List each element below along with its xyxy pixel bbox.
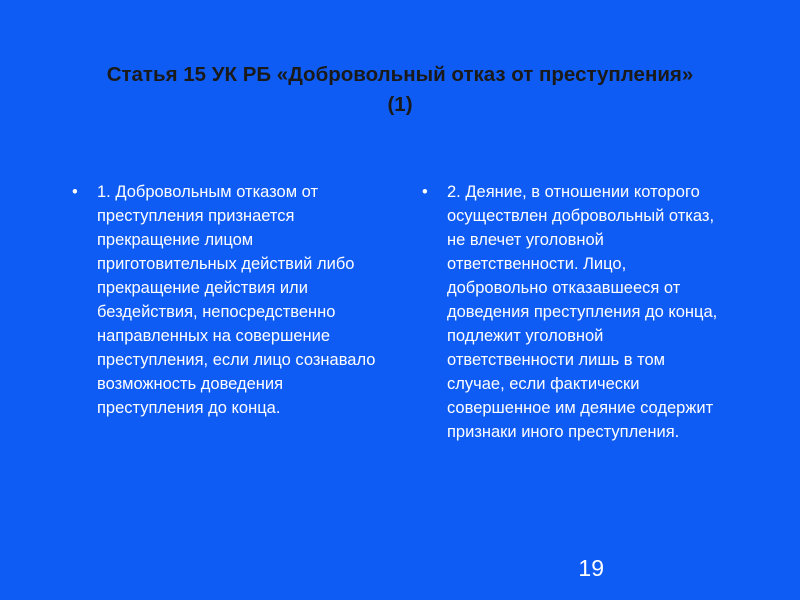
right-bullet-text: 2. Деяние, в отношении которого осуществлен добровольный отказ, не влечет уголовной ответственности. Лицо, добровольно отказавшееся от доведения преступления до конца, подлежит уголовной ответственности лишь в том случае, если фактически совершенное им деяние содержит признаки иного преступления. [447,183,718,441]
slide-number: 19 [578,555,604,581]
left-bullet-text: 1. Добровольным отказом от преступления признается прекращение лицом приготовительных действий либо прекращение действия или бездействия, непосредственно направленных на совершение преступления, если лицо сознавало возможность доведения преступления до конца. [97,183,376,417]
left-bullet-item [72,180,392,420]
right-bullet-item [422,180,722,444]
left-bullet-icon: • [72,183,78,201]
slide-title [60,60,740,120]
slide-title-line-1: Статья 15 УК РБ «Добровольный отказ от преступления» [106,63,694,86]
left-column [72,180,392,420]
slide-title-line-2: (1) [387,93,413,116]
right-bullet-icon: • [422,183,428,201]
right-column [422,180,722,444]
